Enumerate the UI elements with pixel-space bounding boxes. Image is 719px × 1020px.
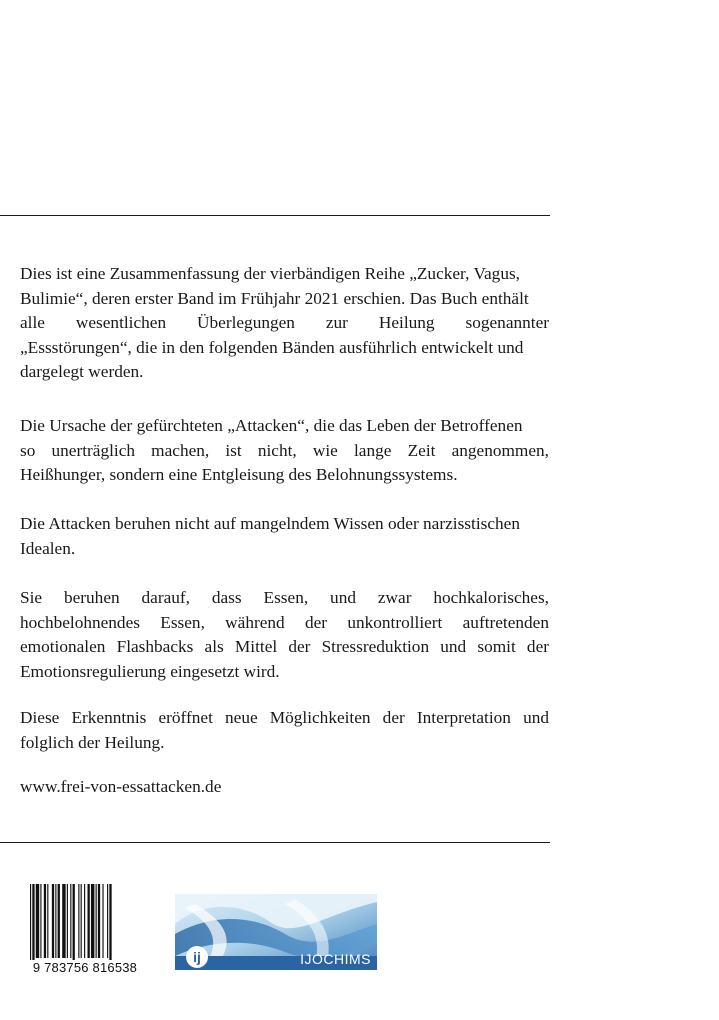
barcode-bar (84, 884, 85, 958)
barcode-bar (107, 884, 108, 958)
barcode-bar (52, 884, 54, 958)
barcode-bar (109, 884, 111, 964)
text-line: „Essstörungen“, die in den folgenden Bänden ausführlich entwickelt und (20, 337, 524, 357)
text-line: Bulimie“, deren erster Band im Frühjahr 2021 erschien. Das Buch enthält (20, 288, 529, 308)
text-line: Sie beruhen darauf, dass Essen, und zwar hochkalorisches, (20, 588, 549, 607)
paragraph-intro (20, 262, 549, 385)
text-line: Die Attacken beruhen nicht auf mangelndem Wissen oder narzisstischen (20, 514, 520, 533)
text-line: Heißhunger, sondern eine Entgleisung des Belohnungssystems. (20, 465, 458, 484)
barcode-bar (78, 884, 79, 958)
website-text[interactable]: www.frei-von-essattacken.de (20, 777, 222, 796)
barcode-bar (58, 884, 60, 958)
paragraph-cause (20, 414, 549, 488)
publisher-logo (175, 894, 377, 970)
barcode-bars (26, 884, 144, 964)
text-line: Emotionsregulierung eingesetzt wird. (20, 661, 280, 681)
barcode-bar (73, 884, 75, 964)
text-line: so unerträglich machen, ist nicht, wie lange Zeit angenommen, (20, 440, 549, 460)
text-line: folglich der Heilung. (20, 732, 165, 752)
barcode-bar (44, 884, 46, 958)
publisher-mark: ij (193, 949, 201, 965)
barcode-bar (30, 884, 31, 964)
text-line: Idealen. (20, 538, 76, 558)
barcode-bar (55, 884, 56, 958)
barcode-bar (36, 884, 39, 958)
website-link[interactable] (20, 775, 549, 800)
text-line: hochbelohnendes Essen, während der unkontrolliert auftretenden (20, 612, 549, 632)
paragraph-knowledge (20, 512, 549, 561)
barcode-bar (91, 884, 94, 958)
barcode-bar (47, 884, 48, 958)
barcode-bar (40, 884, 41, 958)
barcode-bar (32, 884, 34, 964)
text-line: emotionalen Flashbacks als Mittel der Stressreduktion und somit der (20, 637, 549, 656)
top-divider (0, 215, 550, 216)
text-line: Diese Erkenntnis eröffnet neue Möglichkeiten der Interpretation und (20, 708, 549, 727)
barcode-bar (98, 884, 100, 958)
barcode-bar (81, 884, 82, 958)
text-line: alle wesentlichen Überlegungen zur Heilung sogenannter (20, 313, 549, 332)
barcode-bar (62, 884, 65, 958)
isbn-barcode (26, 884, 144, 976)
text-line: Die Ursache der gefürchteten „Attacken“, die das Leben der Betroffenen (20, 416, 523, 435)
barcode-bar (67, 884, 68, 958)
barcode-bar (88, 884, 90, 958)
barcode-bar (102, 884, 103, 958)
publisher-name: IJOCHIMS (300, 951, 371, 967)
paragraph-insight (20, 706, 549, 755)
barcode-bar (96, 884, 97, 958)
barcode-bar (70, 884, 71, 958)
barcode-digits: 9 783756 816538 (26, 960, 144, 975)
bottom-divider (0, 842, 550, 843)
paragraph-mechanism (20, 586, 549, 684)
text-line: Dies ist eine Zusammenfassung der vierbändigen Reihe „Zucker, Vagus, (20, 264, 520, 283)
text-line: dargelegt werden. (20, 362, 144, 381)
